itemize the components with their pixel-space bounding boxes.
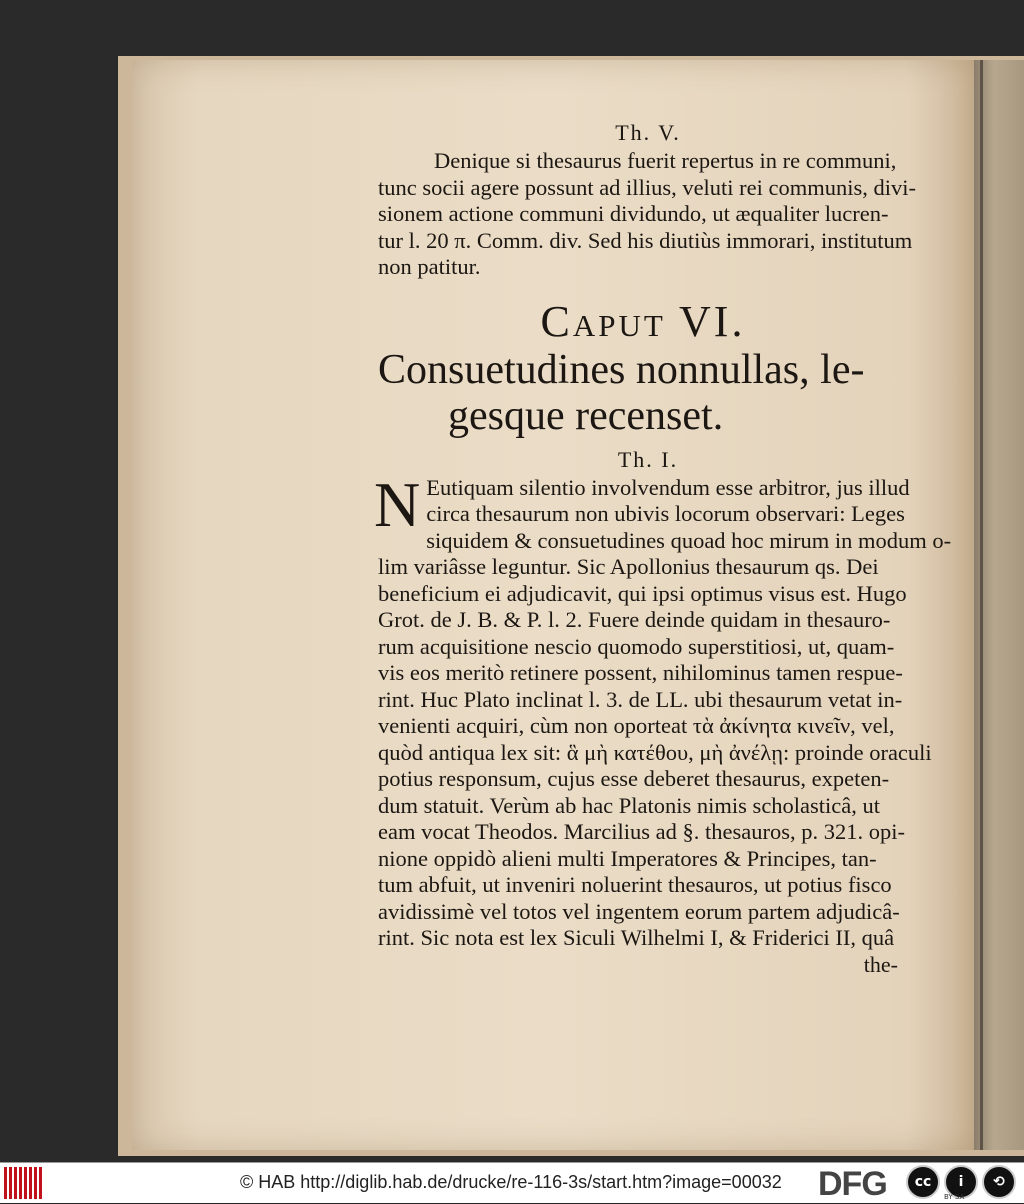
text-line: dum statuit. Verùm ab hac Platonis nimis scholasticâ, ut (378, 792, 881, 818)
text-line: rint. Huc Plato inclinat l. 3. de LL. ubi thesaurum vetat in- (378, 686, 903, 712)
th1-heading: Th. I. (617, 446, 679, 472)
text-line: Eutiquam silentio involvendum esse arbitror, jus illud (426, 474, 910, 500)
text-line: circa thesaurum non ubivis locorum observari: Leges (426, 501, 905, 526)
text-line: sionem actione communi dividundo, ut æqualiter lucren- (378, 201, 889, 226)
page-text (374, 118, 952, 978)
text-line: Grot. de J. B. & P. l. 2. Fuere deinde quidam in thesauro- (378, 607, 891, 632)
text-line: quòd antiqua lex sit: ἃ μὴ κατέθου, μὴ ἀνέλῃ: proinde oraculi (378, 739, 932, 765)
chapter-subtitle-line2: gesque recenset. (448, 392, 724, 439)
text-line: nione oppidò alieni multi Imperatores & Principes, tan- (378, 845, 877, 871)
text-line: rum acquisitione nescio quomodo superstitiosi, ut, quam- (378, 633, 895, 659)
hab-logo-icon (4, 1167, 48, 1199)
drop-cap: N (374, 468, 421, 540)
sa-icon: ⟲ (982, 1165, 1016, 1199)
cc-by-sa-label: BY SA (944, 1193, 965, 1201)
chapter-subtitle-line1: Consuetudines nonnullas, le- (378, 346, 865, 393)
copyright-link[interactable]: © HAB http://diglib.hab.de/drucke/re-116-3s/start.htm?image=00032 (240, 1172, 782, 1192)
dfg-logo: DFG (818, 1165, 887, 1203)
catchword: the- (863, 951, 898, 977)
cc-icon: cc (906, 1165, 940, 1199)
text-line: Denique si thesaurus fuerit repertus in re communi, (434, 148, 897, 173)
text-line: tur l. 20 π. Comm. div. Sed his diutiùs immorari, institutum (378, 227, 913, 253)
facing-page-strip (974, 60, 1024, 1150)
text-line: beneficium ei adjudicavit, qui ipsi optimus visus est. Hugo (378, 580, 907, 606)
text-line: tunc socii agere possunt ad illius, veluti rei communis, divi- (378, 174, 917, 200)
th5-heading: Th. V. (615, 120, 681, 145)
text-line: vis eos meritò retinere possent, nihilominus tamen respue- (378, 660, 903, 685)
text-line: avidissimè vel totos vel ingentem eorum partem adjudicâ- (378, 898, 900, 924)
text-line: potius responsum, cujus esse deberet thesaurus, expeten- (378, 766, 890, 791)
text-line: venienti acquiri, cùm non oporteat τὰ ἀκίνητα κινεῖν, vel, (378, 713, 895, 738)
text-line: non patitur. (378, 254, 481, 279)
text-line: siquidem & consuetudines quoad hoc mirum in modum o- (426, 527, 952, 553)
chapter-subtitle (378, 347, 908, 439)
by-icon: i (944, 1165, 978, 1199)
footer-bar (0, 1162, 1024, 1203)
chapter-title: Caput VI. (540, 296, 746, 346)
text-line: rint. Sic nota est lex Siculi Wilhelmi I, & Friderici II, quâ (378, 925, 895, 950)
text-line: tum abfuit, ut inveniri noluerint thesauros, ut potius fisco (378, 872, 892, 897)
text-line: lim variâsse leguntur. Sic Apollonius thesaurum qs. Dei (378, 554, 879, 579)
text-line: eam vocat Theodos. Marcilius ad §. thesauros, p. 321. opi- (378, 819, 905, 844)
th1-paragraph (374, 468, 952, 952)
th5-paragraph (378, 148, 917, 281)
